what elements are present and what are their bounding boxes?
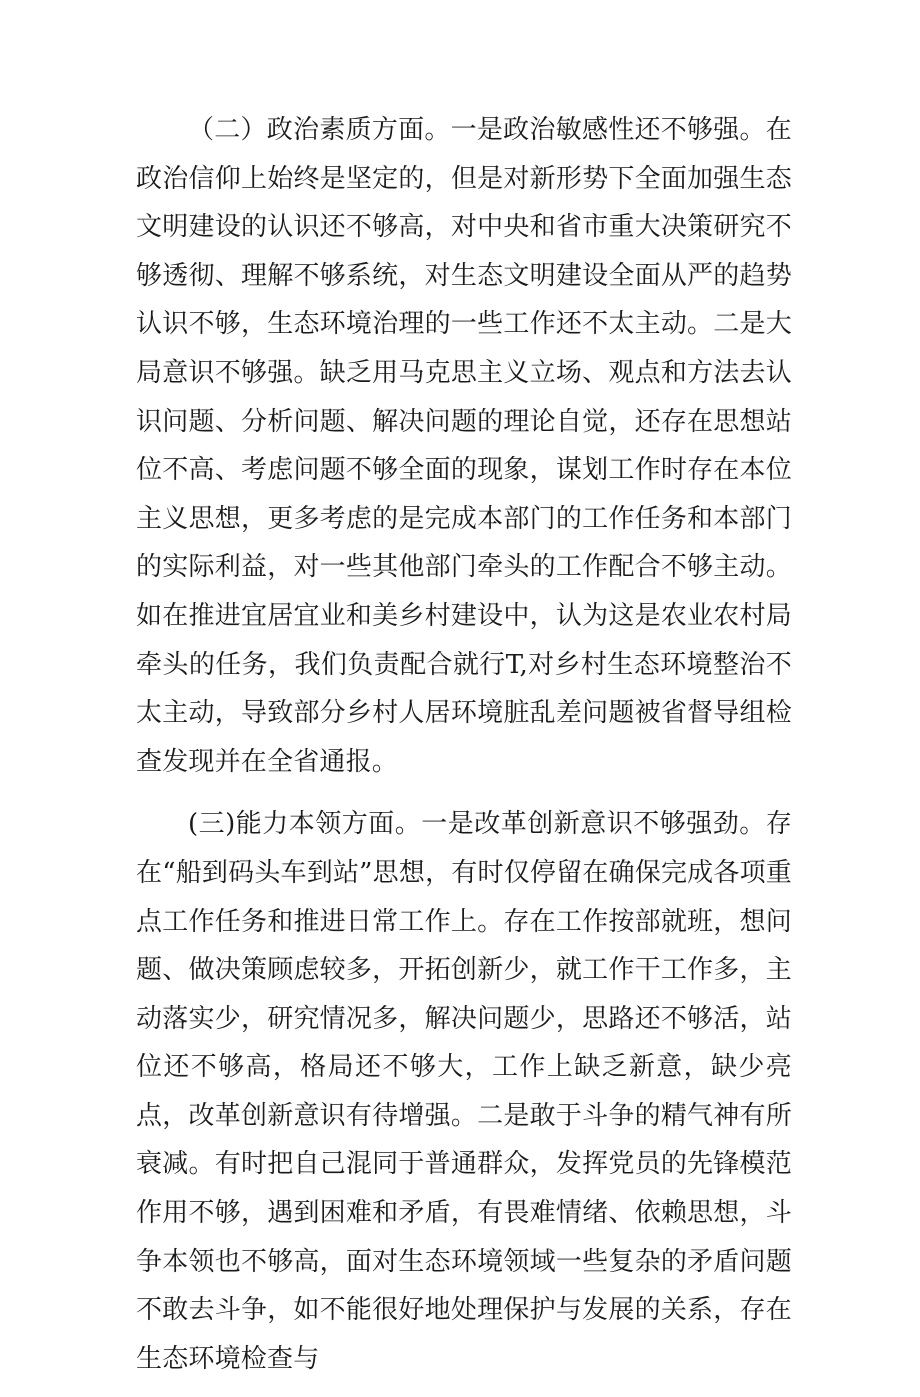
paragraph-political-quality: （二）政治素质方面。一是政治敏感性还不够强。在政治信仰上始终是坚定的，但是对新形势下全面加强生态文明建设的认识还不够高，对中央和省市重大决策研究不够透彻、理解不够系统，对生态文明建设全面从严的趋势认识不够，生态环境治理的一些工作还不太主动。二是大局意识不够强。缺乏用马克思主义立场、观点和方法去认识问题、分析问题、解决问题的理论自觉，还存在思想站位不高、考虑问题不够全面的现象，谋划工作时存在本位主义思想，更多考虑的是完成本部门的工作任务和本部门的实际利益，对一些其他部门牵头的工作配合不够主动。如在推进宜居宜业和美乡村建设中，认为这是农业农村局牵头的任务，我们负责配合就行T,对乡村生态环境整治不太主动，导致部分乡村人居环境脏乱差问题被省督导组检查发现并在全省通报。 [136,115,792,777]
document-body [136,106,792,1397]
paragraph-ability-skills: (三)能力本领方面。一是改革创新意识不够强劲。存在“船到码头车到站”思想，有时仅停留在确保完成各项重点工作任务和推进日常工作上。存在工作按部就班，想问题、做决策顾虑较多，开拓创新少，就工作干工作多，主动落实少，研究情况多，解决问题少，思路还不够活，站位还不够高，格局还不够大，工作上缺乏新意，缺少亮点，改革创新意识有待增强。二是敢于斗争的精气神有所衰减。有时把自己混同于普通群众，发挥党员的先锋模范作用不够，遇到困难和矛盾，有畏难情绪、依赖思想，斗争本领也不够高，面对生态环境领域一些复杂的矛盾问题不敢去斗争，如不能很好地处理保护与发展的关系，存在生态环境检查与 [136,809,792,1374]
